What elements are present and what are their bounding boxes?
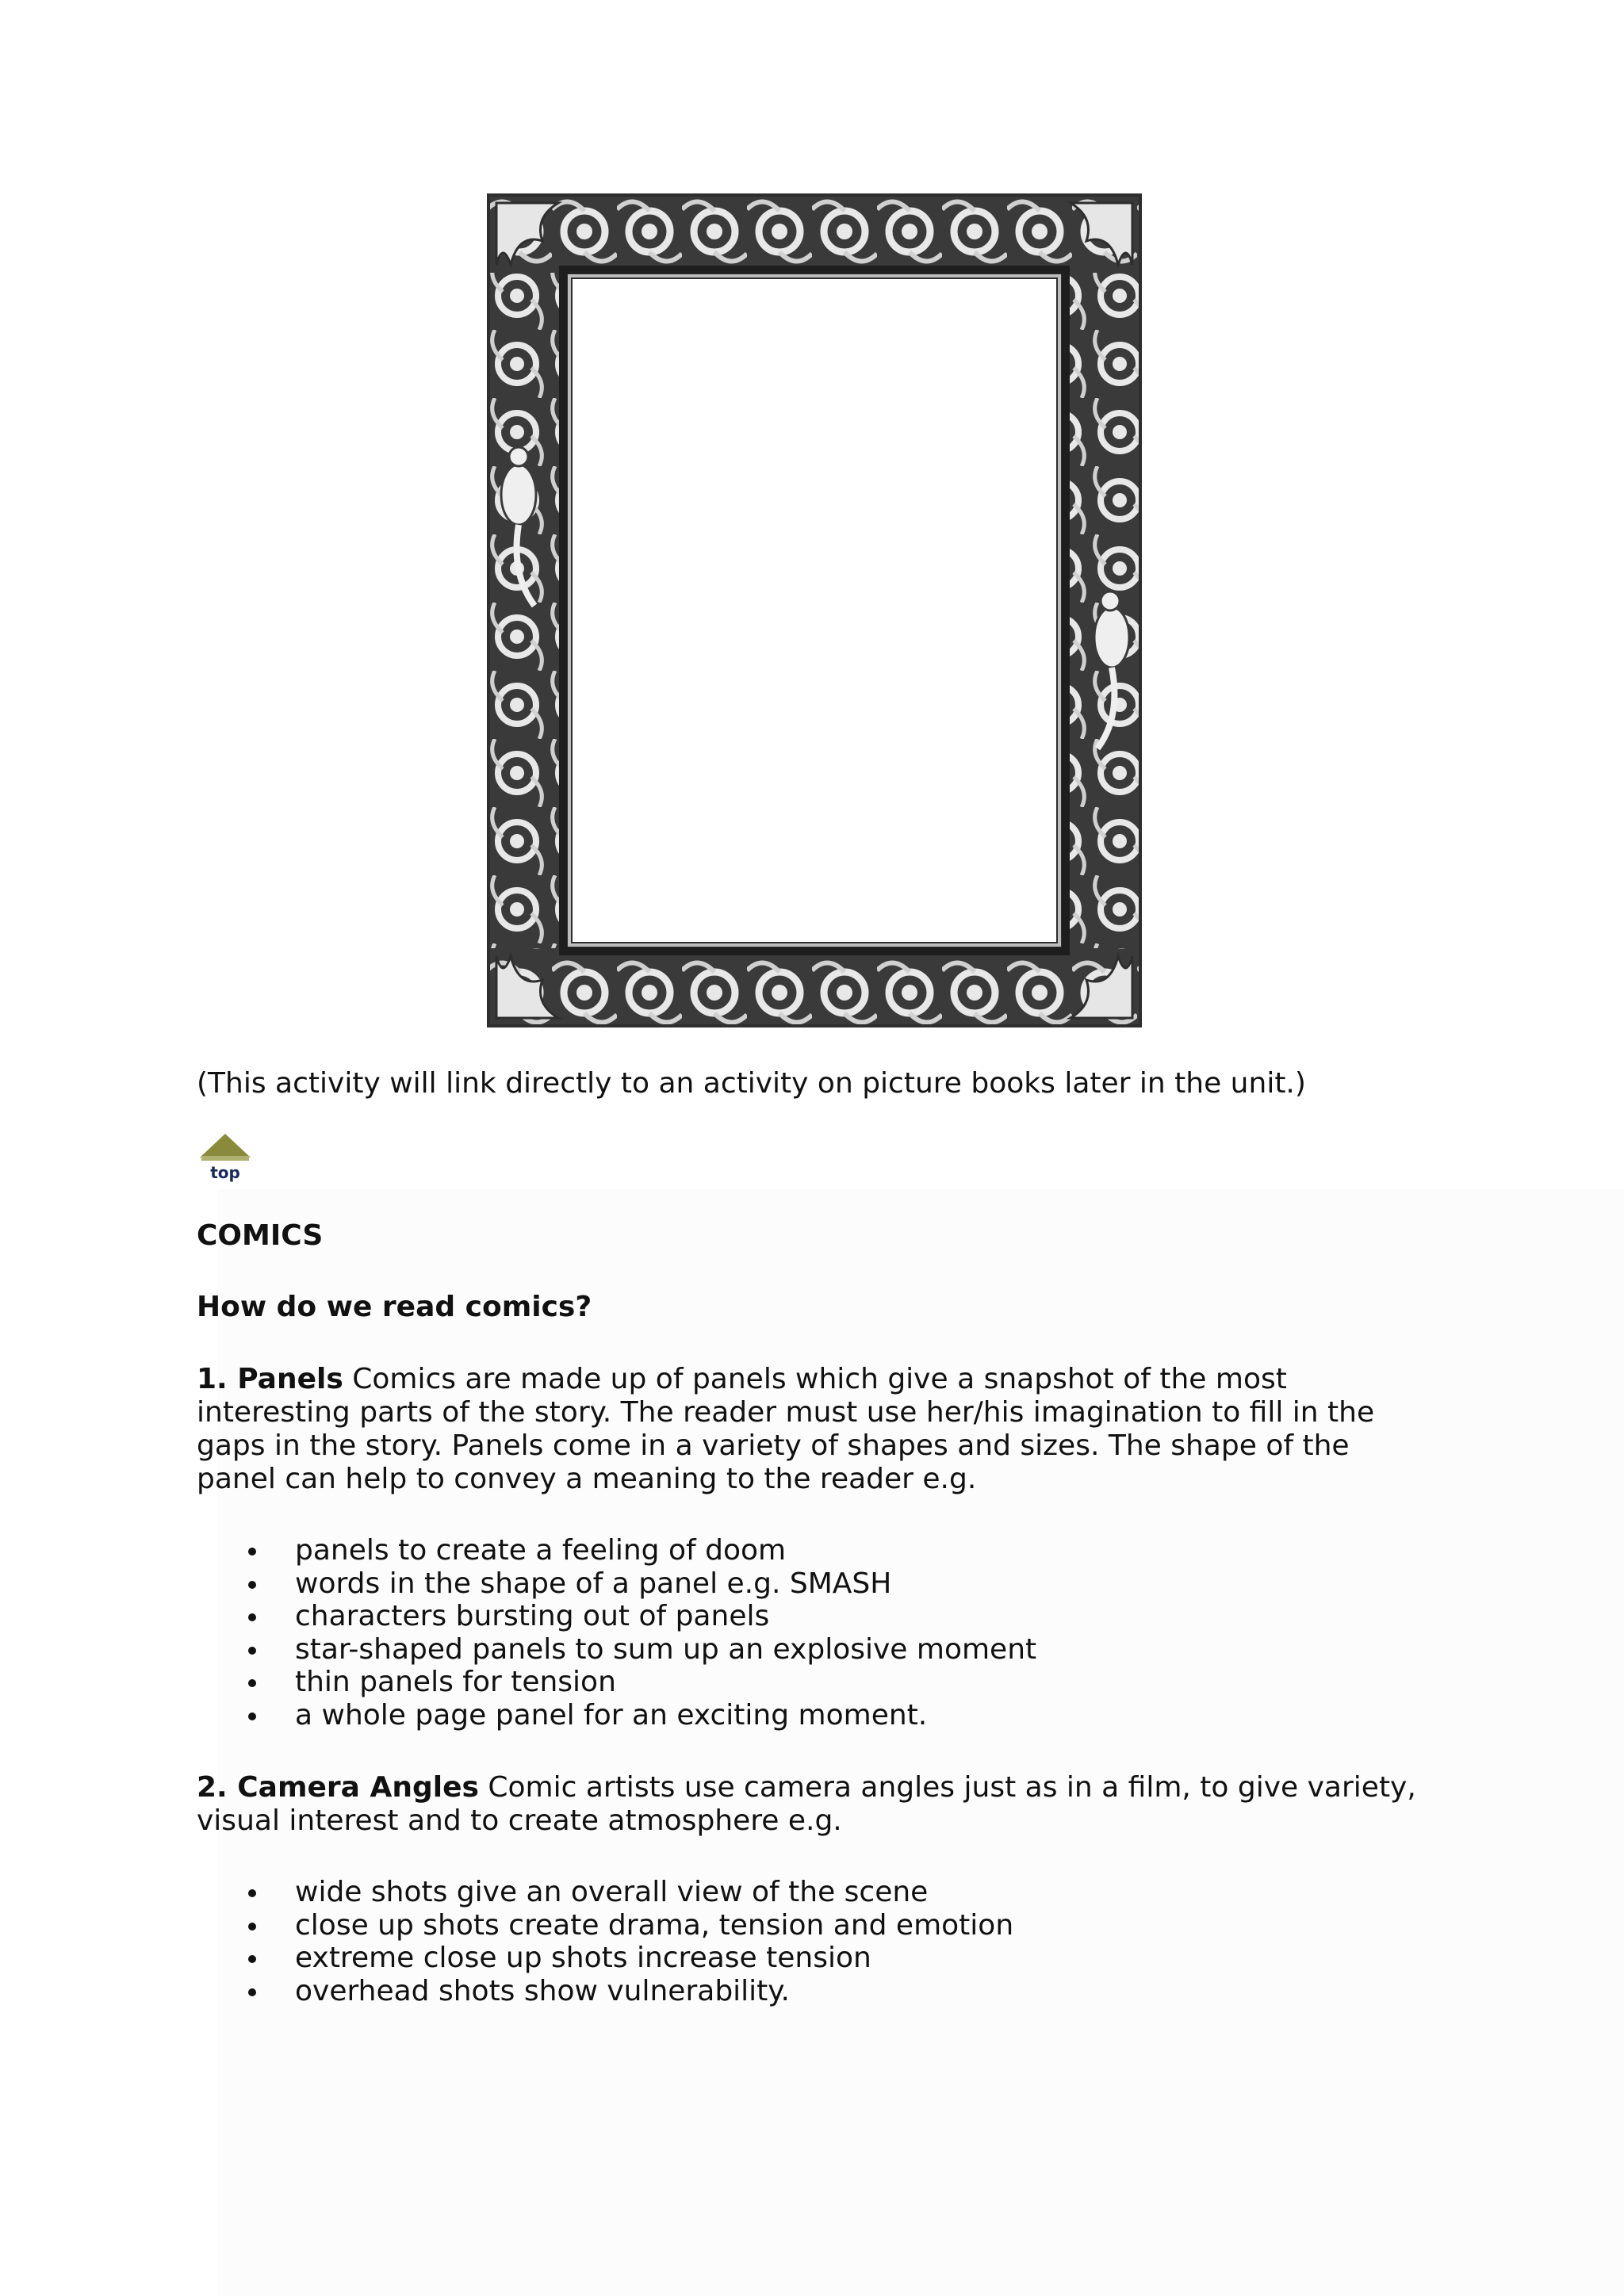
panels-paragraph (197, 1363, 1418, 1496)
list-item: close up shots create drama, tension and emotion (197, 1909, 1013, 1942)
comics-heading: COMICS (197, 1219, 324, 1252)
list-item: thin panels for tension (197, 1666, 1036, 1699)
page-shade (217, 1189, 1624, 2296)
list-item: extreme close up shots increase tension (197, 1942, 1013, 1975)
bullet-icon (248, 1647, 256, 1655)
list-item: words in the shape of a panel e.g. SMASH (197, 1567, 1036, 1601)
up-arrow-icon (197, 1131, 254, 1184)
bullet-icon (248, 1955, 256, 1963)
list-item: a whole page panel for an exciting moment. (197, 1699, 1036, 1732)
ornate-frame-image (487, 193, 1142, 1027)
bullet-icon (248, 1679, 256, 1687)
camera-angles-list (197, 1876, 1013, 2007)
bullet-icon (248, 1581, 256, 1589)
bullet-icon (248, 1889, 256, 1897)
list-item: star-shaped panels to sum up an explosive moment (197, 1633, 1036, 1667)
camera-angles-text: Comic artists use camera angles just as in a film, to give variety, visual interest and to create atmosphere e.g. (197, 1771, 1416, 1837)
comics-subheading: How do we read comics? (197, 1291, 592, 1323)
panels-lead: 1. Panels (197, 1363, 343, 1395)
bullet-icon (248, 1548, 256, 1556)
activity-caption: (This activity will link directly to an activity on picture books later in the unit.) (197, 1067, 1306, 1100)
panels-text: Comics are made up of panels which give a snapshot of the most interesting parts of the story. The reader must use her/his imagination to fill in the gaps in the story. Panels come in a variety of shapes and sizes. The shape of the panel can help to convey a meaning to the reader e.g. (197, 1363, 1375, 1495)
list-item: panels to create a feeling of doom (197, 1534, 1036, 1567)
camera-angles-paragraph (197, 1771, 1418, 1838)
list-item: overhead shots show vulnerability. (197, 1975, 1013, 2008)
panels-list (197, 1534, 1036, 1732)
top-link-label: top (210, 1163, 240, 1182)
back-to-top-link[interactable] (197, 1131, 254, 1184)
bullet-icon (248, 1988, 256, 1996)
list-item: wide shots give an overall view of the scene (197, 1876, 1013, 1909)
bullet-icon (248, 1712, 256, 1720)
bullet-icon (248, 1923, 256, 1931)
list-item: characters bursting out of panels (197, 1600, 1036, 1633)
camera-angles-lead: 2. Camera Angles (197, 1771, 479, 1804)
bullet-icon (248, 1613, 256, 1621)
